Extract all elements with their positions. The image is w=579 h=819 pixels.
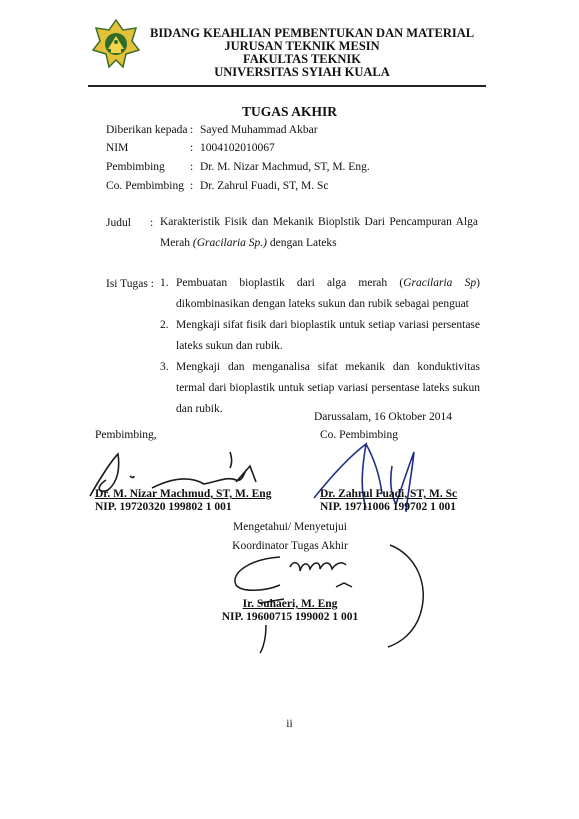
coordinator-name: Ir. Suhaeri, M. Eng [242, 598, 338, 610]
field-label-recipient: Diberikan kepada [106, 124, 188, 136]
header-divider [88, 85, 486, 87]
field-sep: : [190, 124, 194, 136]
coordinator-nip: NIP. 19600715 199002 1 001 [221, 611, 359, 623]
judul-text-post: dengan Lateks [267, 237, 337, 249]
signer-right-name: Dr. Zahrul Fuadi, ST, M. Sc [320, 488, 458, 500]
judul-text [160, 212, 478, 254]
signer-right-nip: NIP. 19711006 199702 1 001 [320, 501, 456, 513]
field-sep: : [190, 142, 194, 154]
university-seal-icon [92, 18, 140, 70]
task-item-1 [176, 273, 480, 315]
field-sep: : [190, 180, 194, 192]
field-value-co-supervisor: Dr. Zahrul Fuadi, ST, M. Sc [200, 180, 329, 192]
task-number-2: 2. [160, 319, 169, 331]
judul-text-pre: Karakteristik Fisik dan Mekanik Bioplstik Dari Pencampuran Alga Merah [160, 216, 478, 249]
header-line-4: UNIVERSITAS SYIAH KUALA [214, 65, 390, 79]
coordinator-role-1: Mengetahui/ Menyetujui [232, 521, 348, 533]
field-label-supervisor: Pembimbing [106, 161, 165, 173]
header-line-1: BIDANG KEAHLIAN PEMBENTUKAN DAN MATERIAL [150, 26, 475, 40]
field-value-recipient: Sayed Muhammad Akbar [200, 124, 318, 136]
task-item-1-pre: Pembuatan bioplastik dari alga merah ( [176, 277, 404, 289]
field-label-co-supervisor: Co. Pembimbing [106, 180, 184, 192]
field-sep: : [190, 161, 194, 173]
judul-sep: : [150, 217, 154, 229]
task-item-2: Mengkaji sifat fisik dari bioplastik untuk setiap variasi persentase lateks sukun dan rubik. [176, 319, 480, 352]
institution-header [150, 26, 475, 79]
field-label-nim: NIM [106, 142, 129, 154]
coordinator-role-2: Koordinator Tugas Akhir [232, 540, 348, 552]
field-value-supervisor: Dr. M. Nizar Machmud, ST, M. Eng. [200, 161, 370, 173]
judul-label: Judul [106, 217, 131, 229]
signer-left-role: Pembimbing, [95, 429, 157, 441]
signer-left-nip: NIP. 19720320 199802 1 001 [95, 501, 232, 513]
document-title: TUGAS AKHIR [242, 104, 337, 119]
signer-left-name: Dr. M. Nizar Machmud, ST, M. Eng [95, 488, 272, 500]
page-number: ii [286, 718, 293, 730]
task-item-1-italic: Gracilaria Sp [403, 277, 477, 289]
header-line-2: JURUSAN TEKNIK MESIN [224, 39, 380, 53]
task-number-1: 1. [160, 277, 169, 289]
field-value-nim: 1004102010067 [200, 142, 275, 154]
task-item-3: Mengkaji dan menganalisa sifat mekanik dan konduktivitas termal dari bioplastik untuk setiap variasi persentase lateks sukun dan rubik. [176, 361, 480, 415]
isi-tugas-label: Isi Tugas : [106, 278, 154, 290]
signer-right-role: Co. Pembimbing [320, 429, 398, 441]
judul-text-italic: (Gracilaria Sp.) [192, 237, 267, 249]
task-number-3: 3. [160, 361, 169, 373]
place-date: Darussalam, 16 Oktober 2014 [314, 411, 452, 423]
header-line-3: FAKULTAS TEKNIK [243, 52, 361, 66]
task-item-1-post: ) dikombinasikan dengan lateks sukun dan rubik sebagai penguat [176, 277, 480, 310]
